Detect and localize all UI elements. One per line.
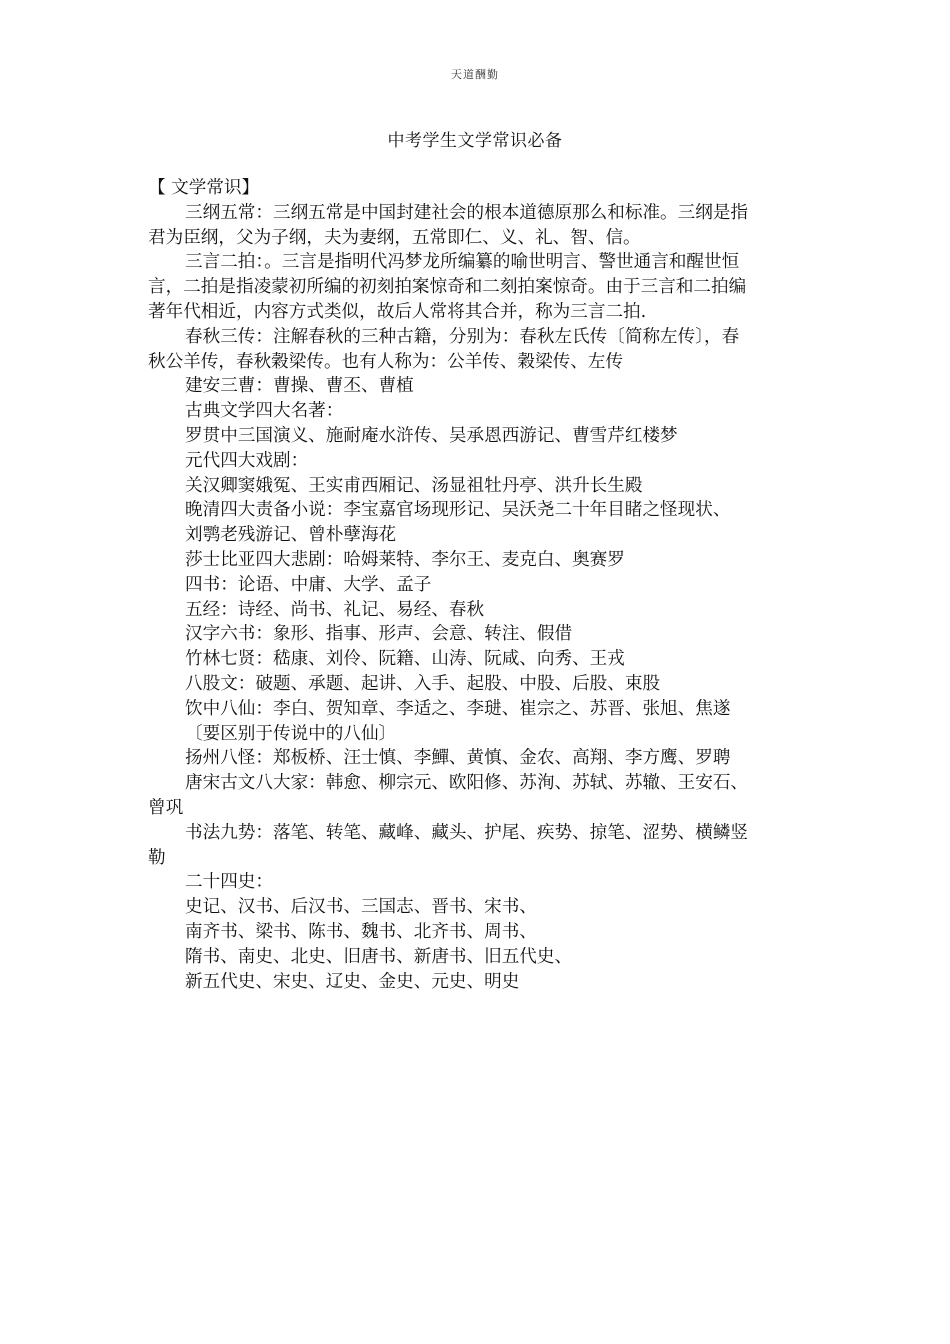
text-line: 莎士比亚四大悲剧：哈姆莱特、李尔王、麦克白、奥赛罗 — [185, 549, 625, 570]
text-line: 书法九势：落笔、转笔、藏峰、藏头、护尾、疾势、掠笔、涩势、横鳞竖 — [185, 822, 749, 843]
text-line: 罗贯中三国演义、施耐庵水浒传、吴承恩西游记、曹雪芹红楼梦 — [185, 425, 678, 446]
text-line: 扬州八怪：郑板桥、汪士慎、李鱓、黄慎、金农、高翔、李方鹰、罗聘 — [185, 748, 731, 769]
text-line: 秋公羊传，春秋穀梁传。也有人称为：公羊传、穀梁传、左传 — [148, 351, 624, 372]
text-line: 四书：论语、中庸、大学、孟子 — [185, 574, 432, 595]
text-line: 南齐书、梁书、陈书、魏书、北齐书、周书、 — [185, 921, 537, 942]
text-line: 著年代相近，内容方式类似，故后人常将其合并，称为三言二拍. — [148, 301, 647, 322]
text-line: 曾巩 — [148, 797, 184, 818]
text-line: 汉字六书：象形、指事、形声、会意、转注、假借 — [185, 624, 573, 645]
text-line: 〔要区别于传说中的八仙〕 — [185, 723, 397, 744]
section-heading: 【 文学常识】 — [148, 178, 260, 198]
text-line: 五经：诗经、尚书、礼记、易经、春秋 — [185, 599, 485, 620]
text-line: 勒 — [148, 847, 166, 868]
text-line: 竹林七贤：嵇康、刘伶、阮籍、山涛、阮咸、向秀、王戎 — [185, 649, 625, 670]
text-line: 二十四史： — [185, 872, 273, 893]
text-line: 隋书、南史、北史、旧唐书、新唐书、旧五代史、 — [185, 946, 573, 967]
text-line: 史记、汉书、后汉书、三国志、晋书、宋书、 — [185, 897, 537, 918]
text-line: 君为臣纲，父为子纲，夫为妻纲，五常即仁、义、礼、智、信。 — [148, 227, 641, 248]
text-line: 饮中八仙：李白、贺知章、李适之、李琎、崔宗之、苏晋、张旭、焦遂 — [185, 698, 731, 719]
text-lines — [148, 201, 803, 995]
text-line: 八股文：破题、承题、起讲、入手、起股、中股、后股、束股 — [185, 673, 661, 694]
text-line: 晚清四大责备小说：李宝嘉官场现形记、吴沃尧二十年目睹之怪现状、 — [185, 500, 731, 521]
text-line: 古典文学四大名著： — [185, 401, 344, 422]
text-line: 元代四大戏剧： — [185, 450, 309, 471]
text-line: 三言二拍：。三言是指明代冯梦龙所编纂的喻世明言、警世通言和醒世恒 — [185, 252, 740, 273]
text-line: 新五代史、宋史、辽史、金史、元史、明史 — [185, 971, 520, 992]
text-line: 三纲五常：三纲五常是中国封建社会的根本道德原那么和标准。三纲是指 — [185, 202, 749, 223]
text-line: 唐宋古文八大家：韩愈、柳宗元、欧阳修、苏洵、苏轼、苏辙、王安石、 — [185, 773, 749, 794]
text-line: 刘鹗老残游记、曾朴孽海花 — [185, 525, 397, 546]
document-body — [148, 176, 803, 994]
document-title: 中考学生文学常识必备 — [387, 131, 563, 151]
text-line: 建安三曹：曹操、曹丕、曹植 — [185, 376, 414, 397]
text-line: 春秋三传：注解春秋的三种古籍，分别为：春秋左氏传〔简称左传〕，春 — [185, 326, 740, 347]
text-line: 言，二拍是指凌蒙初所编的初刻拍案惊奇和二刻拍案惊奇。由于三言和二拍编 — [148, 277, 747, 298]
page-header: 天道酬勤 — [451, 68, 499, 81]
text-line: 关汉卿窦娥冤、王实甫西厢记、汤显祖牡丹亭、洪升长生殿 — [185, 475, 643, 496]
